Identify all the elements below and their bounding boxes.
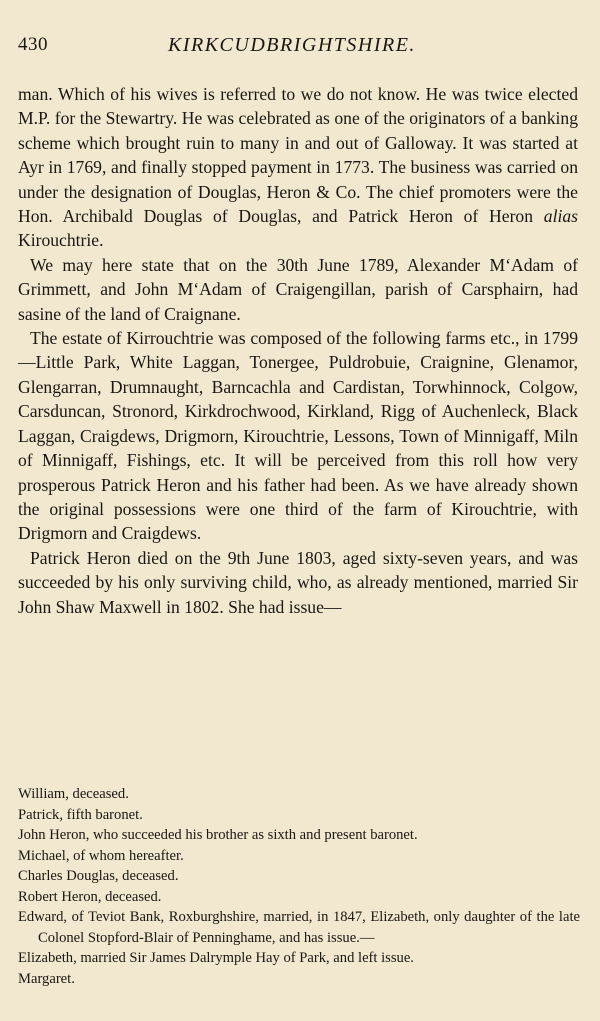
list-item: John Heron, who succeeded his brother as sixth and present baronet. [18,827,418,843]
italic-word: alias [543,206,578,227]
paragraph-text: man. Which of his wives is referred to we do not know. He was twice elected M.P. for the Stewartry. He was celebrated as one of the originators of a banking scheme which brought ruin to many in and out of Galloway. It was started at Ayr in 1769, and finally stopped payment in 1773. The business was carried on under the designation of Douglas, Heron & Co. The chief promoters were the Hon. Archibald Douglas of Douglas, and Patrick Heron of Heron [18,84,578,227]
body-text [18,82,578,619]
issue-list [18,784,580,989]
list-item: Edward, of Teviot Bank, Roxburghshire, married, in 1847, Elizabeth, only daughter of the late Colonel Stopford-Blair of Penninghame, and has issue.— [18,909,580,946]
list-item: Patrick, fifth baronet. [18,806,143,823]
paragraph-estate: The estate of Kirrouchtrie was composed of the following farms etc., in 1799—Little Park, White Laggan, Tonergee, Puldrobuie, Craignine, Glenamor, Glengarran, Drumnaught, Barncachla and Cardistan, Torwhinnock, Colgow, Carsduncan, Stronord, Kirkdrochwood, Kirkland, Rigg of Auchenleck, Black Laggan, Craigdews, Drigmorn, Kirouchtrie, Lessons, Town of Minnigaff, Miln of Minnigaff, Fishings, etc. It will be perceived from this roll how very prosperous Patrick Heron and his father had been. As we have already shown the original possessions were one third of the farm of Kirouchtrie, with Drigmorn and Craigdews. [18,328,578,544]
paragraph-continued [18,82,578,253]
list-item: Margaret. [18,970,75,987]
running-head [18,34,582,60]
paragraph-death: Patrick Heron died on the 9th June 1803, aged sixty-seven years, and was succeeded by his only surviving child, who, as already mentioned, married Sir John Shaw Maxwell in 1802. She had issue— [18,547,578,617]
paragraph-sasine: We may here state that on the 30th June 1789, Alexander M‘Adam of Grimmett, and John M‘Adam of Craigengillan, parish of Carsphairn, had sasine of the land of Craignane. [18,254,578,324]
running-title: KIRKCUDBRIGHTSHIRE. [168,34,416,56]
list-item: Charles Douglas, deceased. [18,868,179,884]
list-item: Robert Heron, deceased. [18,888,162,905]
list-item: Elizabeth, married Sir James Dalrymple Hay of Park, and left issue. [18,950,414,966]
paragraph-text-end: Kirouchtrie. [18,230,104,251]
list-item: Michael, of whom hereafter. [18,847,184,864]
list-item: William, deceased. [18,786,129,802]
page-number: 430 [18,34,48,55]
